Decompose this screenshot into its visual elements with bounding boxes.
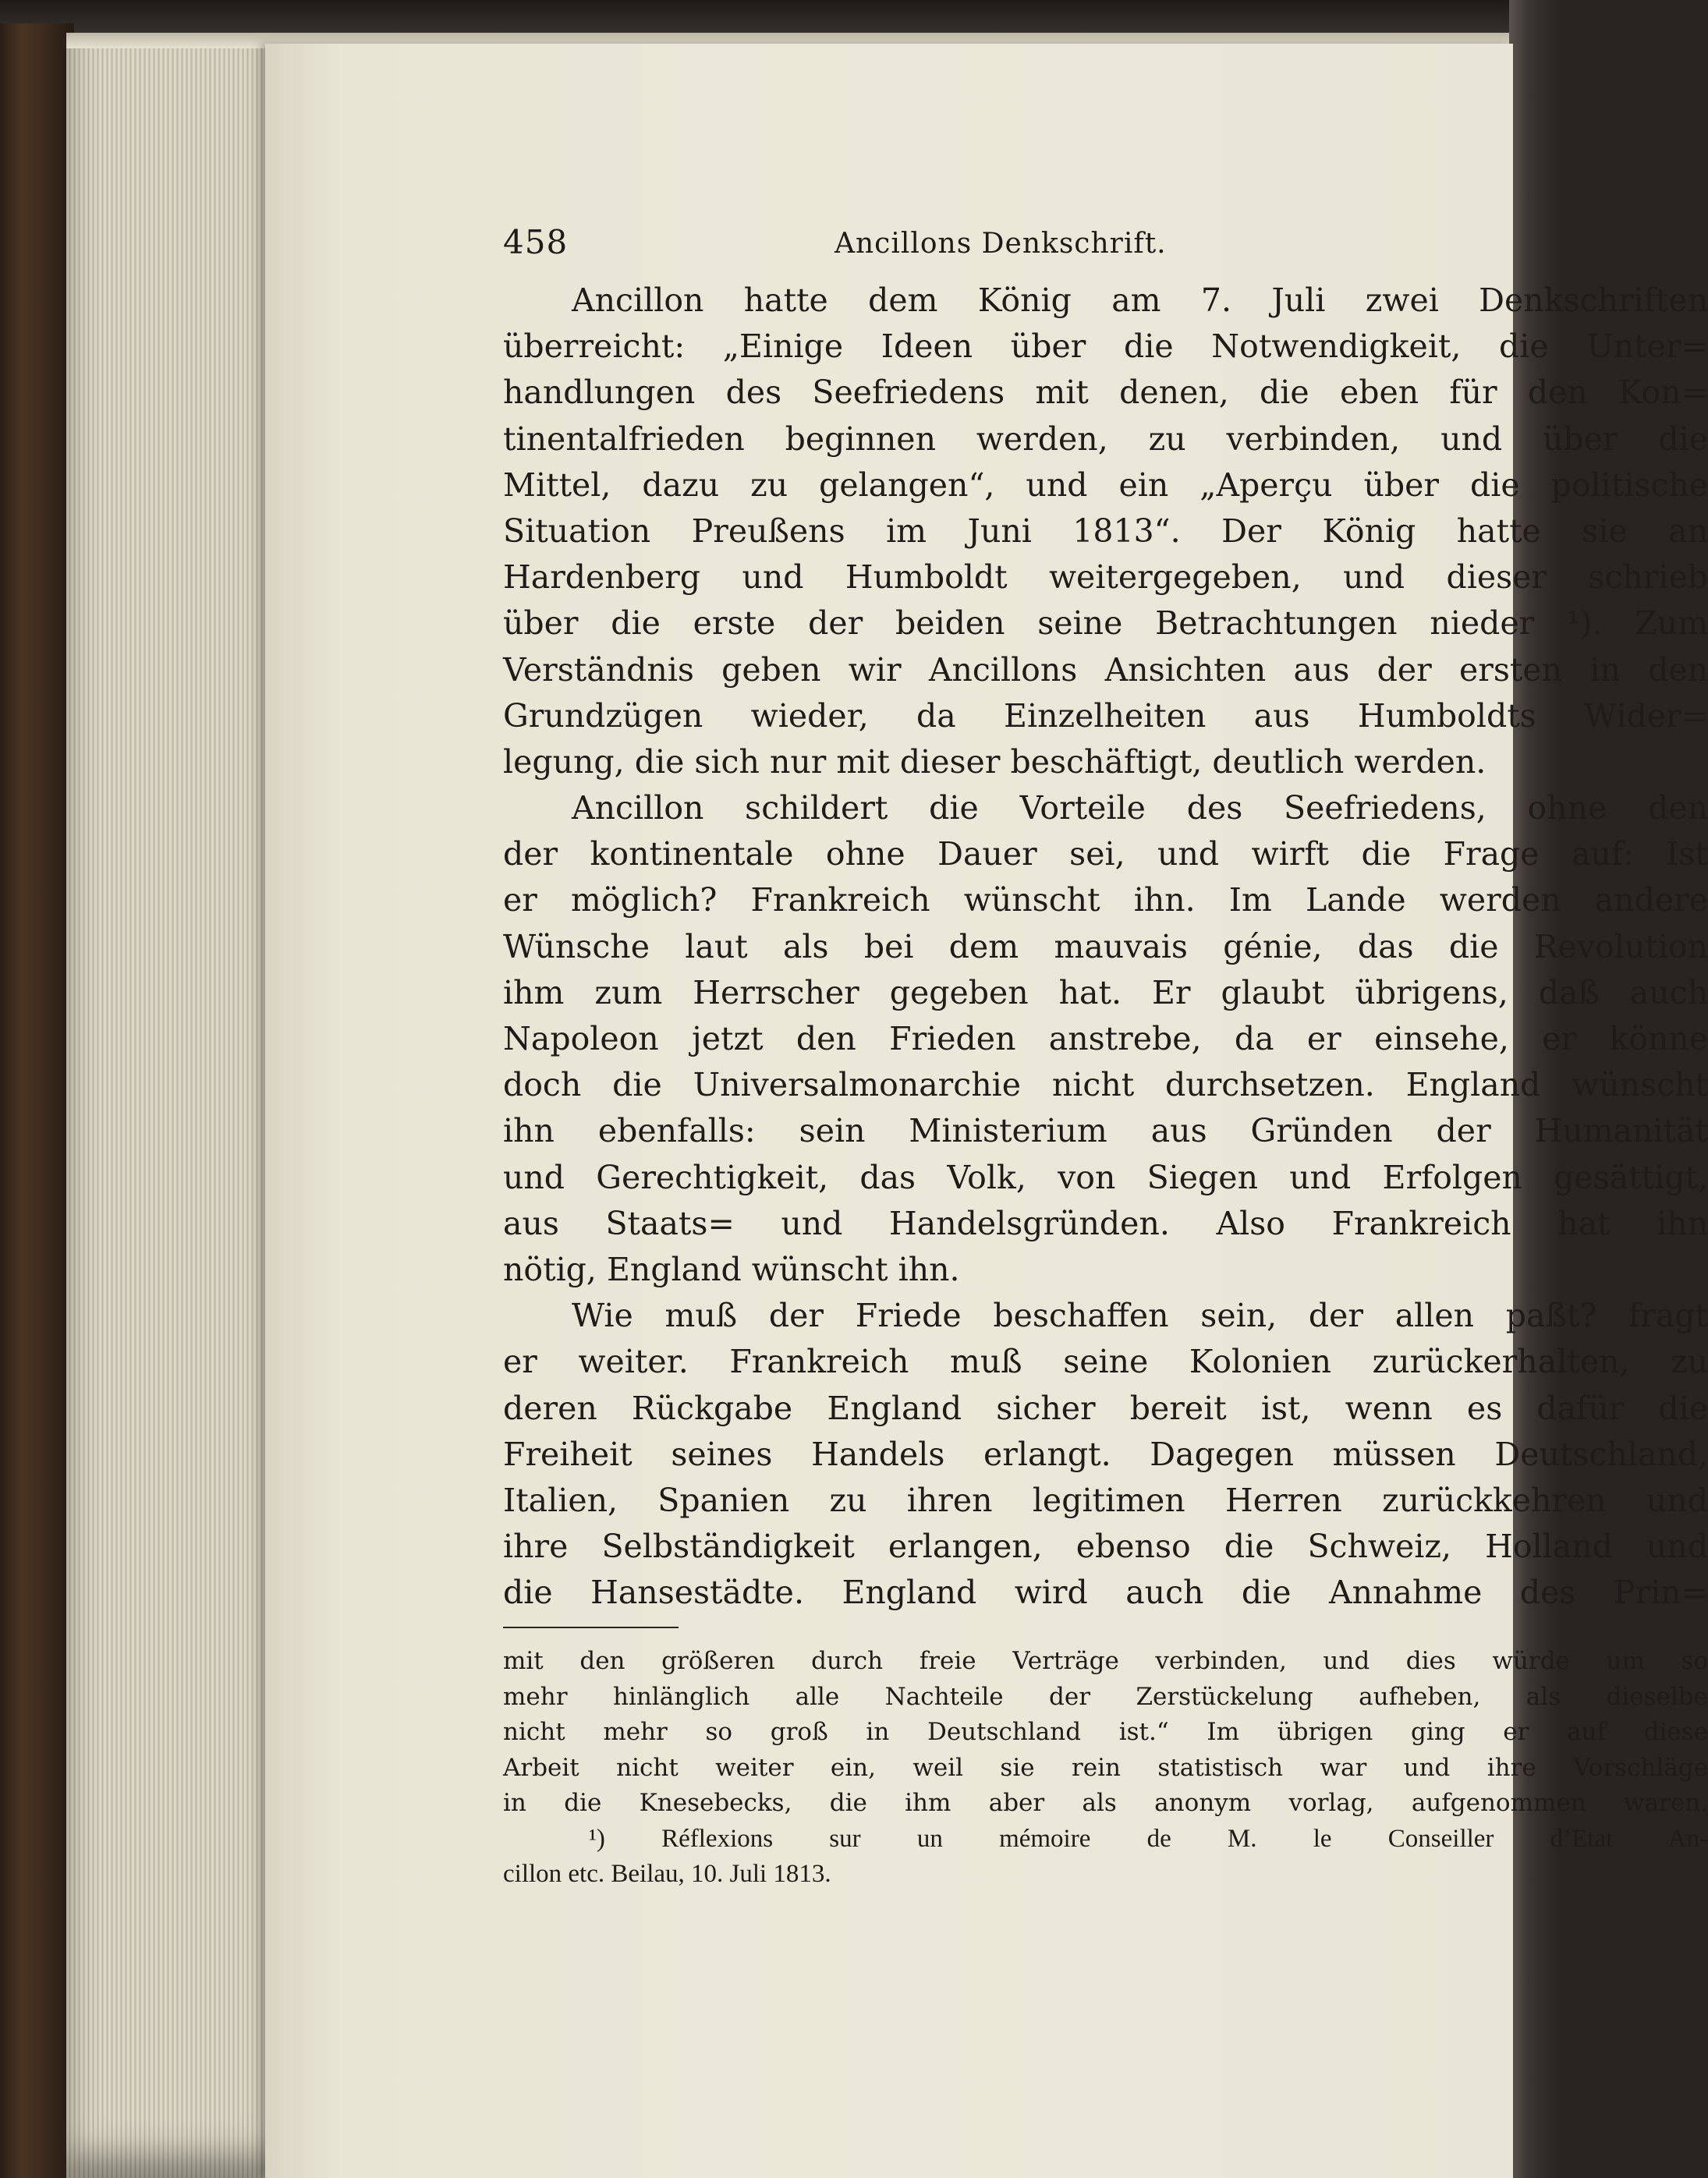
text-line: und Gerechtigkeit, das Volk, von Siegen und Erfolgen gesättigt, <box>503 1158 1708 1196</box>
text-line: ihre Selbständigkeit erlangen, ebenso die Schweiz, Holland und <box>503 1528 1708 1566</box>
text-line: die Hansestädte. England wird auch die Annahme des Prin= <box>503 1574 1708 1612</box>
text-line: tinentalfrieden beginnen werden, zu verbinden, und über die <box>503 420 1708 458</box>
text-line: Napoleon jetzt den Frieden anstrebe, da er einsehe, er könne <box>503 1020 1708 1057</box>
footnote-line: mit den größeren durch freie Verträge verbinden, und dies würde um so <box>503 1647 1708 1675</box>
page-block-edges <box>66 39 277 2178</box>
running-head <box>503 223 1642 270</box>
text-line: ihm zum Herrscher gegeben hat. Er glaubt übrigens, daß auch <box>503 973 1708 1011</box>
text-line: Wünsche laut als bei dem mauvais génie, das die Revolution <box>503 927 1708 965</box>
text-line: nötig, England wünscht ihn. <box>503 1250 960 1288</box>
text-line: der kontinentale ohne Dauer sei, und wirft die Frage auf: Ist <box>503 835 1708 873</box>
running-title: Ancillons Denkschrift. <box>835 228 1167 260</box>
text-line: aus Staats= und Handelsgründen. Also Frankreich hat ihn <box>503 1204 1708 1242</box>
footnote-line: ¹) Réflexions sur un mémoire de M. le Conseiller d’Etat An- <box>589 1824 1708 1853</box>
text-line: Ancillon schildert die Vorteile des Seefriedens, ohne den <box>572 789 1708 827</box>
text-line: legung, die sich nur mit dieser beschäftigt, deutlich werden. <box>503 742 1487 781</box>
footnotes <box>503 1644 1708 1893</box>
text-line: Verständnis geben wir Ancillons Ansichten aus der ersten in den <box>503 650 1708 689</box>
text-line: Italien, Spanien zu ihren legitimen Herren zurückkehren und <box>503 1481 1708 1519</box>
text-line: Wie muß der Friede beschaffen sein, der allen paßt? fragt <box>572 1297 1708 1335</box>
text-line: er möglich? Frankreich wünscht ihn. Im Lande werden andere <box>503 881 1708 919</box>
body-text <box>503 278 1708 1616</box>
printed-page <box>265 44 1708 2178</box>
text-line: Freiheit seines Handels erlangt. Dagegen müssen Deutschland, <box>503 1435 1708 1473</box>
text-line: überreicht: „Einige Ideen über die Notwendigkeit, die Unter= <box>503 328 1708 366</box>
text-line: doch die Universalmonarchie nicht durchsetzen. England wünscht <box>503 1066 1708 1104</box>
footnote-line: Arbeit nicht weiter ein, weil sie rein statistisch war und ihre Vorschläge <box>503 1753 1708 1782</box>
footnote-line: nicht mehr so groß in Deutschland ist.“ Im übrigen ging er auf diese <box>503 1718 1708 1746</box>
footnote-line: cillon etc. Beilau, 10. Juli 1813. <box>503 1860 831 1888</box>
text-line: Mittel, dazu zu gelangen“, und ein „Aperçu über die politische <box>503 466 1708 504</box>
text-line: über die erste der beiden seine Betrachtungen nieder ¹). Zum <box>503 604 1708 643</box>
footnote-rule <box>503 1627 679 1628</box>
text-line: Ancillon hatte dem König am 7. Juli zwei Denkschriften <box>572 282 1708 319</box>
page-number: 458 <box>503 223 569 261</box>
text-line: handlungen des Seefriedens mit denen, die eben für den Kon= <box>503 374 1708 412</box>
book-spine <box>0 23 74 2178</box>
text-line: er weiter. Frankreich muß seine Kolonien zurückerhalten, zu <box>503 1343 1708 1381</box>
text-line: Grundzügen wieder, da Einzelheiten aus Humboldts Wider= <box>503 696 1708 735</box>
footnote-line: mehr hinlänglich alle Nachteile der Zerstückelung aufheben, als dieselbe <box>503 1682 1708 1711</box>
book-cover-top-edge <box>0 0 1560 33</box>
footnote-line: in die Knesebecks, die ihm aber als anonym vorlag, aufgenommen waren. <box>503 1789 1708 1817</box>
text-line: deren Rückgabe England sicher bereit ist, wenn es dafür die <box>503 1389 1708 1427</box>
text-line: Hardenberg und Humboldt weitergegeben, und dieser schrieb <box>503 558 1708 597</box>
text-line: Situation Preußens im Juni 1813“. Der König hatte sie an <box>503 512 1708 550</box>
text-line: ihn ebenfalls: sein Ministerium aus Gründen der Humanität <box>503 1112 1708 1150</box>
